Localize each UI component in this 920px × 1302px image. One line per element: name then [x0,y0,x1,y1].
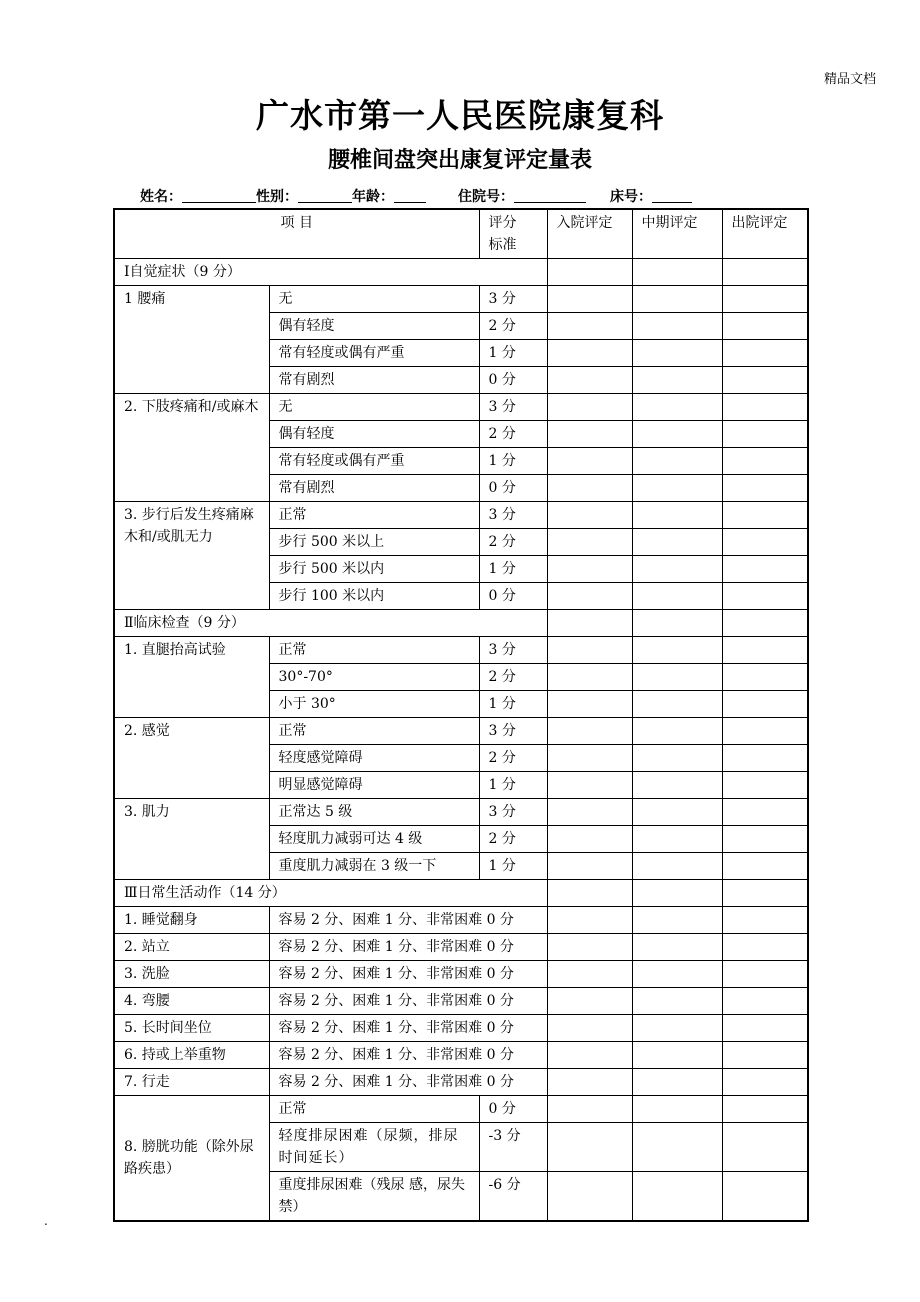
admission-number-label: 住院号： [458,189,514,205]
header-midterm: 中期评定 [632,209,722,259]
score-cell[interactable] [722,367,808,394]
score-cell[interactable] [632,826,722,853]
score-cell[interactable] [547,421,632,448]
score-cell[interactable] [722,610,808,637]
section-row [114,259,808,286]
table-row [114,637,808,664]
score-cell[interactable] [632,691,722,718]
table-row [114,394,808,421]
score-cell[interactable] [632,934,722,961]
score-cell[interactable] [722,718,808,745]
item-name: 2. 站立 [114,934,269,961]
criterion: 正常 [269,718,479,745]
table-row [114,988,808,1015]
section-title: Ⅲ日常生活动作（14 分） [114,880,547,907]
score: 0 分 [479,367,547,394]
score-cell[interactable] [722,853,808,880]
item-name: 3. 肌力 [114,799,269,880]
page-subtitle: 腰椎间盘突出康复评定量表 [327,148,592,173]
criterion: 明显感觉障碍 [269,772,479,799]
criterion: 步行 500 米以内 [269,556,479,583]
score-cell[interactable] [722,259,808,286]
section-title: Ⅱ临床检查（9 分） [114,610,547,637]
criterion: 轻度肌力减弱可达 4 级 [269,826,479,853]
score-cell[interactable] [722,772,808,799]
score: 0 分 [479,475,547,502]
item-name: 3. 洗脸 [114,961,269,988]
score: 1 分 [479,556,547,583]
criterion: 步行 100 米以内 [269,583,479,610]
name-blank[interactable] [182,188,256,203]
score-cell[interactable] [547,610,632,637]
footer-dot: . [44,1214,48,1228]
criterion: 常有剧烈 [269,367,479,394]
score-cell[interactable] [722,745,808,772]
bed-blank[interactable] [652,188,692,203]
score-cell[interactable] [722,1123,808,1172]
item-name: 2. 下肢疼痛和/或麻木 [114,394,269,502]
criterion: 常有轻度或偶有严重 [269,340,479,367]
score-cell[interactable] [722,961,808,988]
score-cell[interactable] [547,745,632,772]
item-name: 8. 膀胱功能（除外尿路疾患） [114,1096,269,1222]
score-cell[interactable] [547,826,632,853]
score-cell[interactable] [547,853,632,880]
age-blank[interactable] [394,188,426,203]
score-cell[interactable] [547,583,632,610]
score-cell[interactable] [632,907,722,934]
score-cell[interactable] [722,880,808,907]
score-cell[interactable] [632,1172,722,1222]
header-admission: 入院评定 [547,209,632,259]
score-cell[interactable] [547,772,632,799]
score-cell[interactable] [547,1172,632,1222]
score-cell[interactable] [632,988,722,1015]
score: 2 分 [479,421,547,448]
score: 1 分 [479,448,547,475]
score-cell[interactable] [722,286,808,313]
score-cell[interactable] [547,394,632,421]
score-cell[interactable] [632,475,722,502]
criterion: 轻度排尿困难（尿频，排尿时间延长） [269,1123,479,1172]
score-cell[interactable] [547,718,632,745]
score-cell[interactable] [547,502,632,529]
score-cell[interactable] [632,772,722,799]
header-score-line2: 标准 [488,237,517,253]
criterion: 偶有轻度 [269,421,479,448]
score-cell[interactable] [632,961,722,988]
score-cell[interactable] [722,1096,808,1123]
criterion: 正常 [269,1096,479,1123]
score-cell[interactable] [632,1096,722,1123]
score-cell[interactable] [722,502,808,529]
criterion: 容易 2 分、困难 1 分、非常困难 0 分 [269,1042,547,1069]
score-cell[interactable] [547,529,632,556]
score-cell[interactable] [722,583,808,610]
score-cell[interactable] [722,1069,808,1096]
criterion: 正常达 5 级 [269,799,479,826]
corner-label: 精品文档 [823,72,876,87]
criterion: 无 [269,394,479,421]
table-row [114,934,808,961]
score-cell[interactable] [722,799,808,826]
section-row [114,880,808,907]
table-row [114,502,808,529]
score-cell[interactable] [632,340,722,367]
score-cell[interactable] [632,745,722,772]
item-name: 5. 长时间坐位 [114,1015,269,1042]
score: 3 分 [479,502,547,529]
score: 2 分 [479,664,547,691]
admission-number-blank[interactable] [514,188,586,203]
score-cell[interactable] [632,1069,722,1096]
score-cell[interactable] [722,421,808,448]
score-cell[interactable] [547,880,632,907]
score-cell[interactable] [722,556,808,583]
item-name: 1. 睡觉翻身 [114,907,269,934]
score-cell[interactable] [547,988,632,1015]
score-cell[interactable] [547,1015,632,1042]
table-row [114,1015,808,1042]
criterion: 正常 [269,637,479,664]
score-cell[interactable] [722,1042,808,1069]
score-cell[interactable] [632,1042,722,1069]
criterion: 30°-70° [269,664,479,691]
criterion: 正常 [269,502,479,529]
score-cell[interactable] [632,313,722,340]
score-cell[interactable] [632,583,722,610]
score: 3 分 [479,394,547,421]
criterion: 重度排尿困难（残尿 感，尿失禁） [269,1172,479,1222]
criterion: 偶有轻度 [269,313,479,340]
table-header-row [114,209,808,259]
score-cell[interactable] [632,286,722,313]
score-cell[interactable] [632,610,722,637]
score: -3 分 [479,1123,547,1172]
score-cell[interactable] [722,1015,808,1042]
age-label: 年龄： [352,189,394,205]
score-cell[interactable] [632,1123,722,1172]
score-cell[interactable] [632,880,722,907]
score-cell[interactable] [722,313,808,340]
score-cell[interactable] [632,259,722,286]
score-cell[interactable] [547,286,632,313]
score-cell[interactable] [722,988,808,1015]
item-name: 1 腰痛 [114,286,269,394]
score-cell[interactable] [632,421,722,448]
item-name: 3. 步行后发生疼痛麻木和/或肌无力 [114,502,269,610]
section-title: Ⅰ自觉症状（9 分） [114,259,547,286]
score: 0 分 [479,583,547,610]
criterion: 步行 500 米以上 [269,529,479,556]
score-cell[interactable] [547,1096,632,1123]
score-cell[interactable] [632,1015,722,1042]
score: 3 分 [479,799,547,826]
score: 1 分 [479,340,547,367]
score: 3 分 [479,286,547,313]
score-cell[interactable] [632,637,722,664]
patient-info-line [140,186,692,206]
score-cell[interactable] [632,718,722,745]
score-cell[interactable] [547,448,632,475]
item-name: 1. 直腿抬高试验 [114,637,269,718]
score: 1 分 [479,772,547,799]
header-item: 项 目 [114,209,479,259]
header-discharge: 出院评定 [722,209,808,259]
criterion: 容易 2 分、困难 1 分、非常困难 0 分 [269,1015,547,1042]
score-cell[interactable] [547,475,632,502]
score-cell[interactable] [547,259,632,286]
criterion: 重度肌力减弱在 3 级一下 [269,853,479,880]
score-cell[interactable] [722,475,808,502]
score-cell[interactable] [632,502,722,529]
table-row [114,799,808,826]
score-cell[interactable] [547,1123,632,1172]
score-cell[interactable] [632,853,722,880]
table-row [114,961,808,988]
score-cell[interactable] [547,1042,632,1069]
score-cell[interactable] [632,448,722,475]
score-cell[interactable] [722,340,808,367]
item-name: 6. 持或上举重物 [114,1042,269,1069]
table-row [114,718,808,745]
criterion: 容易 2 分、困难 1 分、非常困难 0 分 [269,988,547,1015]
score-cell[interactable] [547,367,632,394]
score: 2 分 [479,529,547,556]
section-row [114,610,808,637]
criterion: 容易 2 分、困难 1 分、非常困难 0 分 [269,907,547,934]
item-name: 2. 感觉 [114,718,269,799]
score-cell[interactable] [722,664,808,691]
score: 3 分 [479,718,547,745]
score-cell[interactable] [547,1069,632,1096]
score-cell[interactable] [547,691,632,718]
item-name: 4. 弯腰 [114,988,269,1015]
criterion: 常有轻度或偶有严重 [269,448,479,475]
score-cell[interactable] [547,799,632,826]
score-cell[interactable] [547,934,632,961]
criterion: 轻度感觉障碍 [269,745,479,772]
score-cell[interactable] [547,313,632,340]
table-row [114,1042,808,1069]
gender-blank[interactable] [298,188,352,203]
assessment-table [113,208,809,1222]
score: -6 分 [479,1172,547,1222]
table-row [114,1096,808,1123]
table-row [114,907,808,934]
score-cell[interactable] [632,394,722,421]
score: 3 分 [479,637,547,664]
criterion: 容易 2 分、困难 1 分、非常困难 0 分 [269,1069,547,1096]
score-cell[interactable] [722,448,808,475]
criterion: 容易 2 分、困难 1 分、非常困难 0 分 [269,961,547,988]
score: 2 分 [479,826,547,853]
score-cell[interactable] [722,529,808,556]
score-cell[interactable] [722,1172,808,1222]
score: 1 分 [479,691,547,718]
score: 2 分 [479,745,547,772]
page-title: 广水市第一人民医院康复科 [256,96,664,135]
table-row [114,286,808,313]
item-name: 7. 行走 [114,1069,269,1096]
score-cell[interactable] [632,799,722,826]
score-cell[interactable] [547,961,632,988]
score-cell[interactable] [722,907,808,934]
table-row [114,1069,808,1096]
name-label: 姓名： [140,189,182,205]
gender-label: 性别： [256,189,298,205]
score-cell[interactable] [632,529,722,556]
score-cell[interactable] [632,367,722,394]
score-cell[interactable] [722,691,808,718]
criterion: 常有剧烈 [269,475,479,502]
header-score [479,209,547,259]
criterion: 容易 2 分、困难 1 分、非常困难 0 分 [269,934,547,961]
score-cell[interactable] [722,394,808,421]
criterion: 无 [269,286,479,313]
score-cell[interactable] [722,826,808,853]
score-cell[interactable] [547,637,632,664]
score-cell[interactable] [547,664,632,691]
score: 0 分 [479,1096,547,1123]
score-cell[interactable] [547,907,632,934]
bed-label: 床号： [610,189,652,205]
score-cell[interactable] [547,340,632,367]
criterion: 小于 30° [269,691,479,718]
score: 2 分 [479,313,547,340]
score-cell[interactable] [722,934,808,961]
score-cell[interactable] [547,556,632,583]
score-cell[interactable] [632,556,722,583]
header-score-line1: 评分 [488,215,517,231]
score-cell[interactable] [722,637,808,664]
score-cell[interactable] [632,664,722,691]
score: 1 分 [479,853,547,880]
